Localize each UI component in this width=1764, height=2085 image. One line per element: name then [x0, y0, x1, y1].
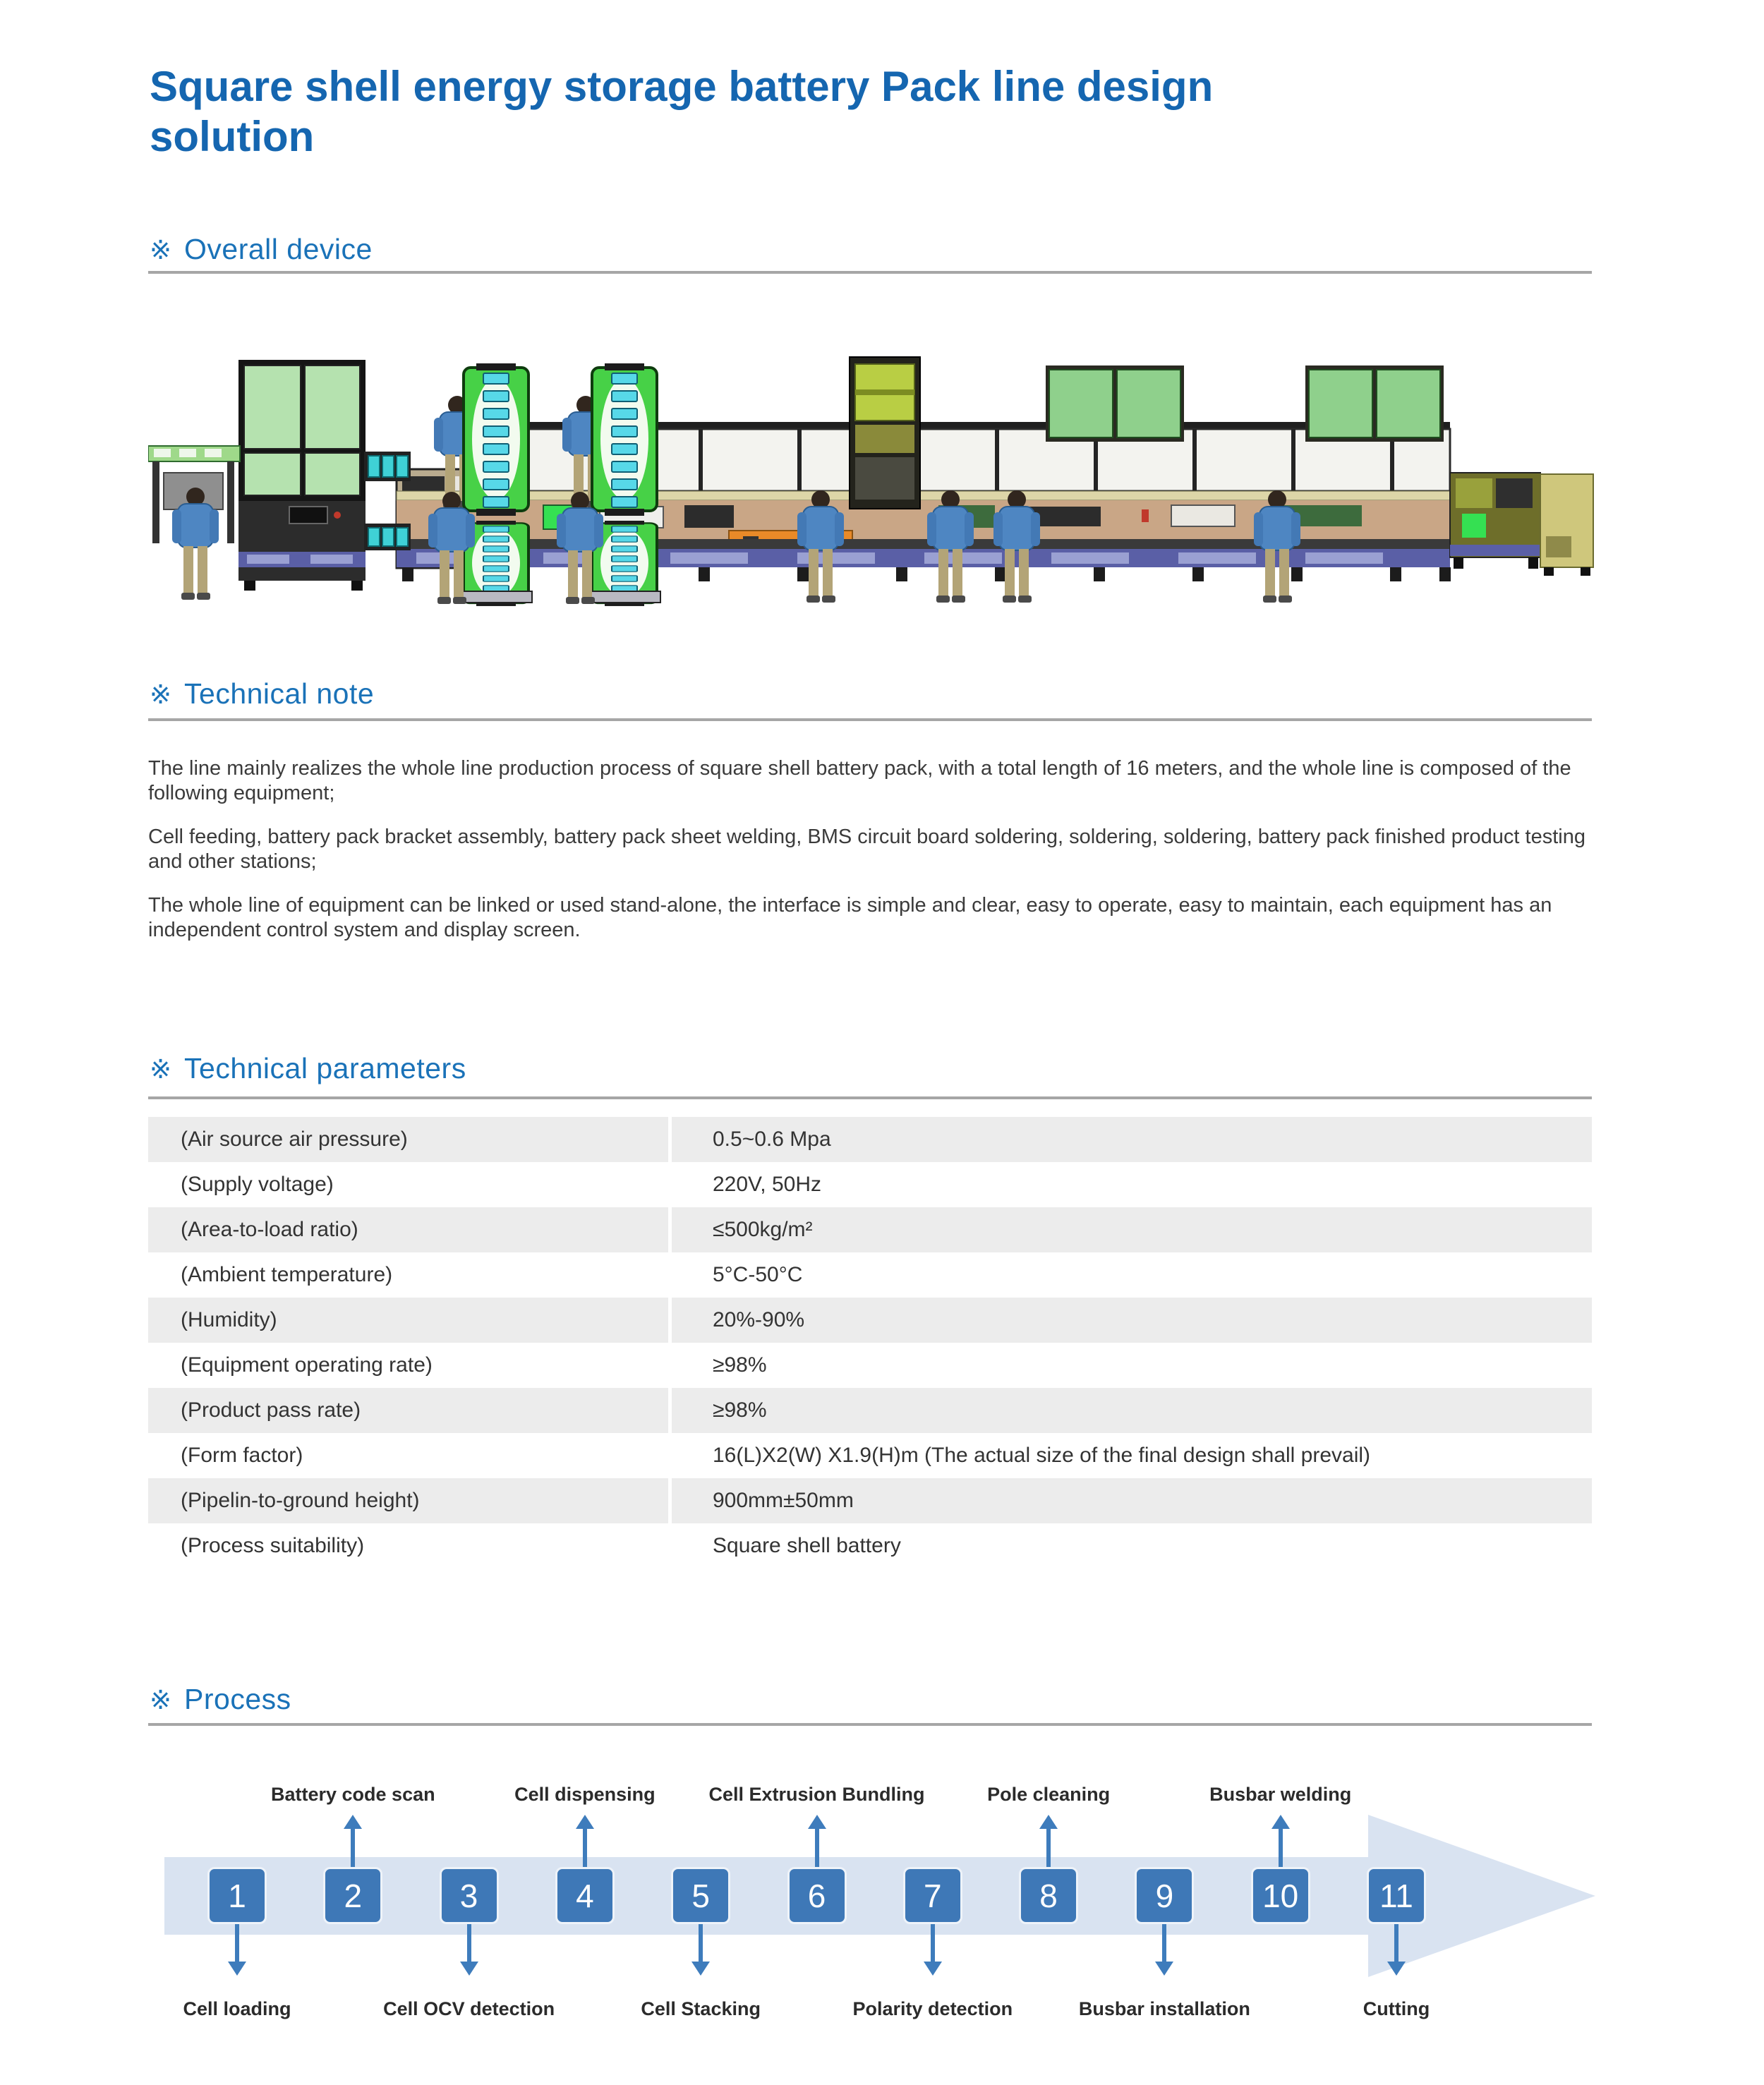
- arrow-down-icon: [1155, 1924, 1173, 1976]
- section-title-technical-note: Technical note: [184, 677, 375, 710]
- arrow-up-icon: [576, 1815, 594, 1867]
- table-row: [148, 1343, 1592, 1388]
- table-row: [148, 1207, 1592, 1252]
- process-step-box: 11: [1367, 1867, 1426, 1924]
- table-row: [148, 1117, 1592, 1162]
- section-heading-technical-note: [150, 677, 374, 711]
- process-diagram: [148, 1722, 1602, 2074]
- arrow-stem: [235, 1924, 239, 1962]
- param-label-cell: (Area-to-load ratio): [148, 1207, 668, 1252]
- control-cabinet: [850, 357, 920, 509]
- param-value-cell: ≤500kg/m²: [672, 1207, 1592, 1252]
- technical-parameters-table: [148, 1117, 1592, 1569]
- param-label-cell: (Humidity): [148, 1298, 668, 1343]
- reference-mark-icon: ※: [150, 236, 172, 265]
- process-step-label: Polarity detection: [852, 1998, 1013, 2019]
- param-value-cell: 5°C-50°C: [672, 1252, 1592, 1298]
- arrow-stem: [583, 1829, 587, 1867]
- arrow-up-icon: [1039, 1815, 1058, 1867]
- end-station: [1450, 473, 1593, 576]
- arrow-down-icon: [691, 1924, 710, 1976]
- section-divider: [148, 718, 1592, 721]
- table-row: [148, 1388, 1592, 1433]
- arrow-down-icon: [228, 1924, 246, 1976]
- note-paragraph: Cell feeding, battery pack bracket assembly, battery pack sheet welding, BMS circuit board soldering, soldering, soldering, battery pack finished product testing and other stations;: [148, 825, 1585, 874]
- arrow-down-icon: [1387, 1924, 1406, 1976]
- arrow-up-icon: [1271, 1815, 1290, 1867]
- arrow-stem: [815, 1829, 819, 1867]
- section-divider: [148, 271, 1592, 274]
- table-row: [148, 1523, 1592, 1569]
- process-step-label: Cell dispensing: [514, 1784, 656, 1805]
- param-label-cell: (Supply voltage): [148, 1162, 668, 1207]
- section-heading-overall-device: [150, 233, 373, 266]
- process-step-box: 6: [787, 1867, 847, 1924]
- reference-mark-icon: ※: [150, 1055, 172, 1084]
- arrow-stem: [1394, 1924, 1398, 1962]
- param-value-cell: ≥98%: [672, 1343, 1592, 1388]
- process-step-box: 1: [207, 1867, 267, 1924]
- process-step-box: 3: [440, 1867, 499, 1924]
- table-row: [148, 1252, 1592, 1298]
- process-step-label: Cell Extrusion Bundling: [708, 1784, 925, 1805]
- param-value-cell: ≥98%: [672, 1388, 1592, 1433]
- process-step-box: 7: [903, 1867, 962, 1924]
- arrow-head: [344, 1815, 362, 1829]
- overall-device-illustration: [148, 325, 1602, 621]
- arrow-up-icon: [344, 1815, 362, 1867]
- arrow-head: [1039, 1815, 1058, 1829]
- arrow-head: [1155, 1962, 1173, 1976]
- arrow-head: [808, 1815, 826, 1829]
- technical-note-paragraphs: [148, 756, 1598, 961]
- process-step-box: 4: [555, 1867, 615, 1924]
- param-label-cell: (Equipment operating rate): [148, 1343, 668, 1388]
- table-row: [148, 1162, 1592, 1207]
- section-title-technical-parameters: Technical parameters: [184, 1052, 466, 1084]
- left-glass-cabinet: [238, 360, 366, 591]
- main-line-enclosure: [397, 422, 1451, 581]
- page-title: Square shell energy storage battery Pack line design solution: [150, 63, 1214, 160]
- process-step-box: 2: [323, 1867, 382, 1924]
- param-value-cell: 220V, 50Hz: [672, 1162, 1592, 1207]
- note-paragraph: The line mainly realizes the whole line production process of square shell battery pack, with a total length of 16 meters, and the whole line is composed of the following equipment;: [148, 757, 1571, 805]
- process-step-box: 10: [1251, 1867, 1310, 1924]
- table-row: [148, 1433, 1592, 1478]
- reference-mark-icon: ※: [150, 1686, 172, 1715]
- param-label-cell: (Ambient temperature): [148, 1252, 668, 1298]
- process-step-label: Busbar welding: [1209, 1784, 1352, 1805]
- note-paragraph: The whole line of equipment can be linked or used stand-alone, the interface is simple and clear, easy to operate, easy to maintain, each equipment has an independent control system and display screen.: [148, 893, 1552, 941]
- param-label-cell: (Product pass rate): [148, 1388, 668, 1433]
- arrow-head: [691, 1962, 710, 1976]
- param-label-cell: (Air source air pressure): [148, 1117, 668, 1162]
- arrow-stem: [699, 1924, 703, 1962]
- param-value-cell: 16(L)X2(W) X1.9(H)m (The actual size of the final design shall prevail): [672, 1433, 1592, 1478]
- arrow-head: [576, 1815, 594, 1829]
- param-value-cell: 0.5~0.6 Mpa: [672, 1117, 1592, 1162]
- arrow-stem: [1046, 1829, 1051, 1867]
- arrow-down-icon: [924, 1924, 942, 1976]
- arrow-stem: [1162, 1924, 1166, 1962]
- process-step-label: Cell OCV detection: [383, 1998, 555, 2019]
- arrow-stem: [351, 1829, 355, 1867]
- process-step-label: Busbar installation: [1078, 1998, 1250, 2019]
- param-value-cell: 900mm±50mm: [672, 1478, 1592, 1523]
- process-step-box: 8: [1019, 1867, 1078, 1924]
- process-step-label: Cell Stacking: [641, 1998, 761, 2019]
- section-heading-technical-parameters: [150, 1052, 466, 1085]
- process-step-label: Pole cleaning: [987, 1784, 1111, 1805]
- arrow-head: [1271, 1815, 1290, 1829]
- arrow-head: [1387, 1962, 1406, 1976]
- section-divider: [148, 1096, 1592, 1099]
- arrow-head: [924, 1962, 942, 1976]
- process-step-box: 5: [671, 1867, 730, 1924]
- process-step-label: Battery code scan: [270, 1784, 435, 1805]
- arrow-stem: [931, 1924, 935, 1962]
- param-label-cell: (Process suitability): [148, 1523, 668, 1569]
- table-row: [148, 1478, 1592, 1523]
- arrow-stem: [467, 1924, 471, 1962]
- section-heading-process: [150, 1683, 291, 1716]
- section-title-process: Process: [184, 1683, 291, 1715]
- section-title-overall-device: Overall device: [184, 233, 373, 265]
- param-value-cell: Square shell battery: [672, 1523, 1592, 1569]
- arrow-down-icon: [460, 1924, 478, 1976]
- process-step-label: Cutting: [1363, 1998, 1430, 2019]
- arrow-up-icon: [808, 1815, 826, 1867]
- param-label-cell: (Form factor): [148, 1433, 668, 1478]
- reference-mark-icon: ※: [150, 680, 172, 709]
- table-row: [148, 1298, 1592, 1343]
- arrow-head: [228, 1962, 246, 1976]
- process-step-box: 9: [1135, 1867, 1194, 1924]
- param-value-cell: 20%-90%: [672, 1298, 1592, 1343]
- param-label-cell: (Pipelin-to-ground height): [148, 1478, 668, 1523]
- arrow-stem: [1279, 1829, 1283, 1867]
- process-step-label: Cell loading: [183, 1998, 291, 2019]
- arrow-head: [460, 1962, 478, 1976]
